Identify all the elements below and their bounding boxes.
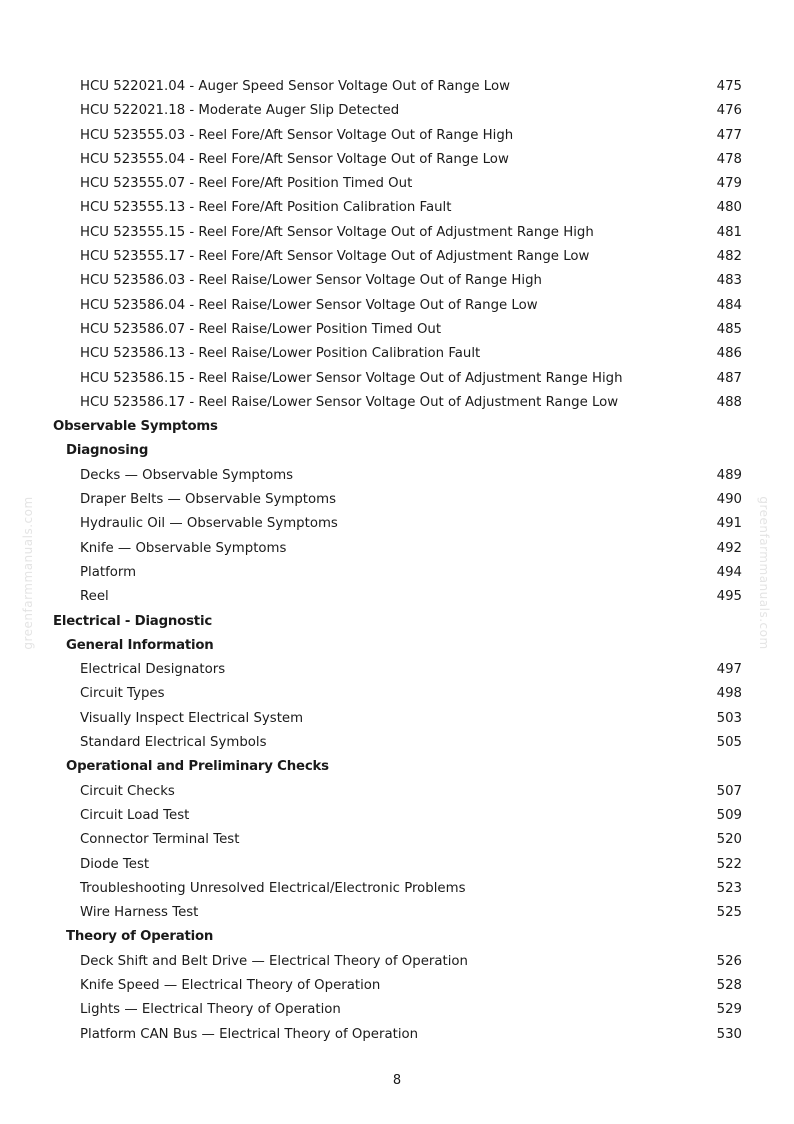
toc-entry-page: 477 bbox=[716, 127, 742, 143]
toc-entry-page: 479 bbox=[716, 176, 742, 192]
toc-entry[interactable] bbox=[0, 124, 794, 148]
toc-subsection-heading[interactable] bbox=[0, 755, 794, 779]
toc-entry[interactable] bbox=[0, 75, 794, 99]
toc-entry-page: 509 bbox=[716, 807, 742, 823]
toc-entry-title: Lights — Electrical Theory of Operation bbox=[80, 1002, 341, 1018]
toc-entry-page: 489 bbox=[716, 467, 742, 483]
toc-entry-title: Observable Symptoms bbox=[53, 419, 218, 435]
toc-subsection-heading[interactable] bbox=[0, 925, 794, 949]
toc-entry[interactable] bbox=[0, 342, 794, 366]
toc-entry-page: 484 bbox=[716, 297, 742, 313]
toc-entry-title: Operational and Preliminary Checks bbox=[66, 759, 329, 775]
toc-entry[interactable] bbox=[0, 148, 794, 172]
toc-entry-page: 520 bbox=[716, 832, 742, 848]
toc-entry-title: HCU 523555.07 - Reel Fore/Aft Position Timed Out bbox=[80, 176, 413, 192]
toc-entry-page: 490 bbox=[716, 492, 742, 508]
toc-entry-page: 494 bbox=[716, 564, 742, 580]
toc-entry[interactable] bbox=[0, 877, 794, 901]
toc-subsection-heading[interactable] bbox=[0, 439, 794, 463]
toc-entry[interactable] bbox=[0, 391, 794, 415]
toc-entry-page: 522 bbox=[716, 856, 742, 872]
toc-entry-title: Connector Terminal Test bbox=[80, 832, 240, 848]
toc-entry[interactable] bbox=[0, 950, 794, 974]
toc-entry-title: Theory of Operation bbox=[66, 929, 214, 945]
toc-entry-title: Reel bbox=[80, 589, 109, 605]
toc-entry[interactable] bbox=[0, 585, 794, 609]
toc-entry-page: 486 bbox=[716, 346, 742, 362]
toc-entry-page: 507 bbox=[716, 783, 742, 799]
toc-entry-page: 481 bbox=[716, 224, 742, 240]
toc-entry[interactable] bbox=[0, 294, 794, 318]
toc-entry-page: 475 bbox=[716, 79, 742, 94]
toc-entry-page: 495 bbox=[716, 589, 742, 605]
toc-entry-title: Circuit Load Test bbox=[80, 807, 190, 823]
toc-entry-title: Knife Speed — Electrical Theory of Operation bbox=[80, 977, 381, 993]
toc-entry-title: HCU 523586.04 - Reel Raise/Lower Sensor Voltage Out of Range Low bbox=[80, 297, 538, 313]
table-of-contents bbox=[0, 75, 794, 1047]
toc-entry[interactable] bbox=[0, 1023, 794, 1047]
toc-entry-title: HCU 523586.13 - Reel Raise/Lower Position Calibration Fault bbox=[80, 346, 481, 362]
toc-entry-page: 492 bbox=[716, 540, 742, 556]
toc-entry-title: HCU 523555.15 - Reel Fore/Aft Sensor Voltage Out of Adjustment Range High bbox=[80, 224, 594, 240]
toc-entry[interactable] bbox=[0, 780, 794, 804]
toc-entry-page: 482 bbox=[716, 249, 742, 265]
toc-entry-title: Hydraulic Oil — Observable Symptoms bbox=[80, 516, 338, 532]
toc-entry[interactable] bbox=[0, 853, 794, 877]
toc-entry[interactable] bbox=[0, 172, 794, 196]
toc-entry-title: Circuit Checks bbox=[80, 783, 175, 799]
toc-entry-page: 476 bbox=[716, 103, 742, 119]
toc-entry[interactable] bbox=[0, 731, 794, 755]
toc-entry-page: 530 bbox=[716, 1026, 742, 1042]
toc-entry-page: 525 bbox=[716, 905, 742, 921]
toc-entry-title: Platform bbox=[80, 564, 137, 580]
toc-entry-page: 485 bbox=[716, 321, 742, 337]
toc-entry-title: HCU 523586.17 - Reel Raise/Lower Sensor Voltage Out of Adjustment Range Low bbox=[80, 394, 619, 410]
toc-entry-title: Electrical - Diagnostic bbox=[53, 613, 213, 629]
toc-entry-title: Electrical Designators bbox=[80, 662, 226, 678]
toc-entry-page: 478 bbox=[716, 151, 742, 167]
toc-entry-page: 488 bbox=[716, 394, 742, 410]
toc-entry[interactable] bbox=[0, 537, 794, 561]
toc-entry[interactable] bbox=[0, 707, 794, 731]
toc-entry[interactable] bbox=[0, 318, 794, 342]
toc-entry[interactable] bbox=[0, 658, 794, 682]
toc-entry[interactable] bbox=[0, 367, 794, 391]
toc-section-heading[interactable] bbox=[0, 415, 794, 439]
toc-entry-page: 487 bbox=[716, 370, 742, 386]
toc-entry-title: HCU 523586.07 - Reel Raise/Lower Position Timed Out bbox=[80, 321, 442, 337]
toc-entry-title: HCU 523555.04 - Reel Fore/Aft Sensor Voltage Out of Range Low bbox=[80, 151, 509, 167]
toc-entry-title: Standard Electrical Symbols bbox=[80, 735, 267, 751]
toc-entry[interactable] bbox=[0, 901, 794, 925]
toc-entry[interactable] bbox=[0, 99, 794, 123]
toc-entry-title: HCU 523555.03 - Reel Fore/Aft Sensor Voltage Out of Range High bbox=[80, 127, 514, 143]
toc-entry-title: Knife — Observable Symptoms bbox=[80, 540, 287, 556]
toc-entry-page: 480 bbox=[716, 200, 742, 216]
toc-entry-title: Platform CAN Bus — Electrical Theory of Operation bbox=[80, 1026, 419, 1042]
toc-entry-page: 483 bbox=[716, 273, 742, 289]
toc-entry[interactable] bbox=[0, 974, 794, 998]
toc-entry-page: 503 bbox=[716, 710, 742, 726]
toc-entry[interactable] bbox=[0, 804, 794, 828]
toc-entry-page: 498 bbox=[716, 686, 742, 702]
toc-entry-title: HCU 523586.03 - Reel Raise/Lower Sensor Voltage Out of Range High bbox=[80, 273, 542, 289]
toc-entry-title: HCU 523586.15 - Reel Raise/Lower Sensor Voltage Out of Adjustment Range High bbox=[80, 370, 623, 386]
toc-entry-title: Decks — Observable Symptoms bbox=[80, 467, 294, 483]
toc-entry-page: 526 bbox=[716, 953, 742, 969]
toc-entry-page: 491 bbox=[716, 516, 742, 532]
toc-entry-title: HCU 522021.18 - Moderate Auger Slip Detected bbox=[80, 103, 400, 119]
toc-entry-title: General Information bbox=[66, 637, 214, 653]
toc-entry-title: Deck Shift and Belt Drive — Electrical Theory of Operation bbox=[80, 953, 468, 969]
toc-entry-page: 523 bbox=[716, 880, 742, 896]
toc-entry[interactable] bbox=[0, 196, 794, 220]
toc-entry-title: Visually Inspect Electrical System bbox=[80, 710, 304, 726]
page-number: 8 bbox=[392, 1073, 402, 1088]
toc-entry-title: HCU 523555.13 - Reel Fore/Aft Position Calibration Fault bbox=[80, 200, 452, 216]
toc-entry-title: Wire Harness Test bbox=[80, 905, 199, 921]
toc-entry[interactable] bbox=[0, 998, 794, 1022]
toc-entry[interactable] bbox=[0, 512, 794, 536]
toc-subsection-heading[interactable] bbox=[0, 634, 794, 658]
toc-entry-title: HCU 523555.17 - Reel Fore/Aft Sensor Voltage Out of Adjustment Range Low bbox=[80, 249, 590, 265]
toc-section-heading[interactable] bbox=[0, 610, 794, 634]
toc-entry[interactable] bbox=[0, 561, 794, 585]
toc-entry[interactable] bbox=[0, 269, 794, 293]
toc-entry[interactable] bbox=[0, 682, 794, 706]
toc-entry[interactable] bbox=[0, 828, 794, 852]
toc-entry-title: Diagnosing bbox=[66, 443, 149, 459]
toc-entry[interactable] bbox=[0, 488, 794, 512]
toc-entry-page: 529 bbox=[716, 1002, 742, 1018]
toc-entry[interactable] bbox=[0, 245, 794, 269]
toc-entry-title: Draper Belts — Observable Symptoms bbox=[80, 492, 337, 508]
toc-entry-title: Circuit Types bbox=[80, 686, 165, 702]
toc-entry-title: HCU 522021.04 - Auger Speed Sensor Voltage Out of Range Low bbox=[80, 79, 510, 94]
toc-entry-page: 528 bbox=[716, 977, 742, 993]
toc-entry[interactable] bbox=[0, 464, 794, 488]
toc-entry-page: 505 bbox=[716, 735, 742, 751]
toc-entry-page: 497 bbox=[716, 662, 742, 678]
toc-entry-title: Troubleshooting Unresolved Electrical/Electronic Problems bbox=[80, 880, 466, 896]
toc-entry-title: Diode Test bbox=[80, 856, 150, 872]
toc-entry[interactable] bbox=[0, 221, 794, 245]
